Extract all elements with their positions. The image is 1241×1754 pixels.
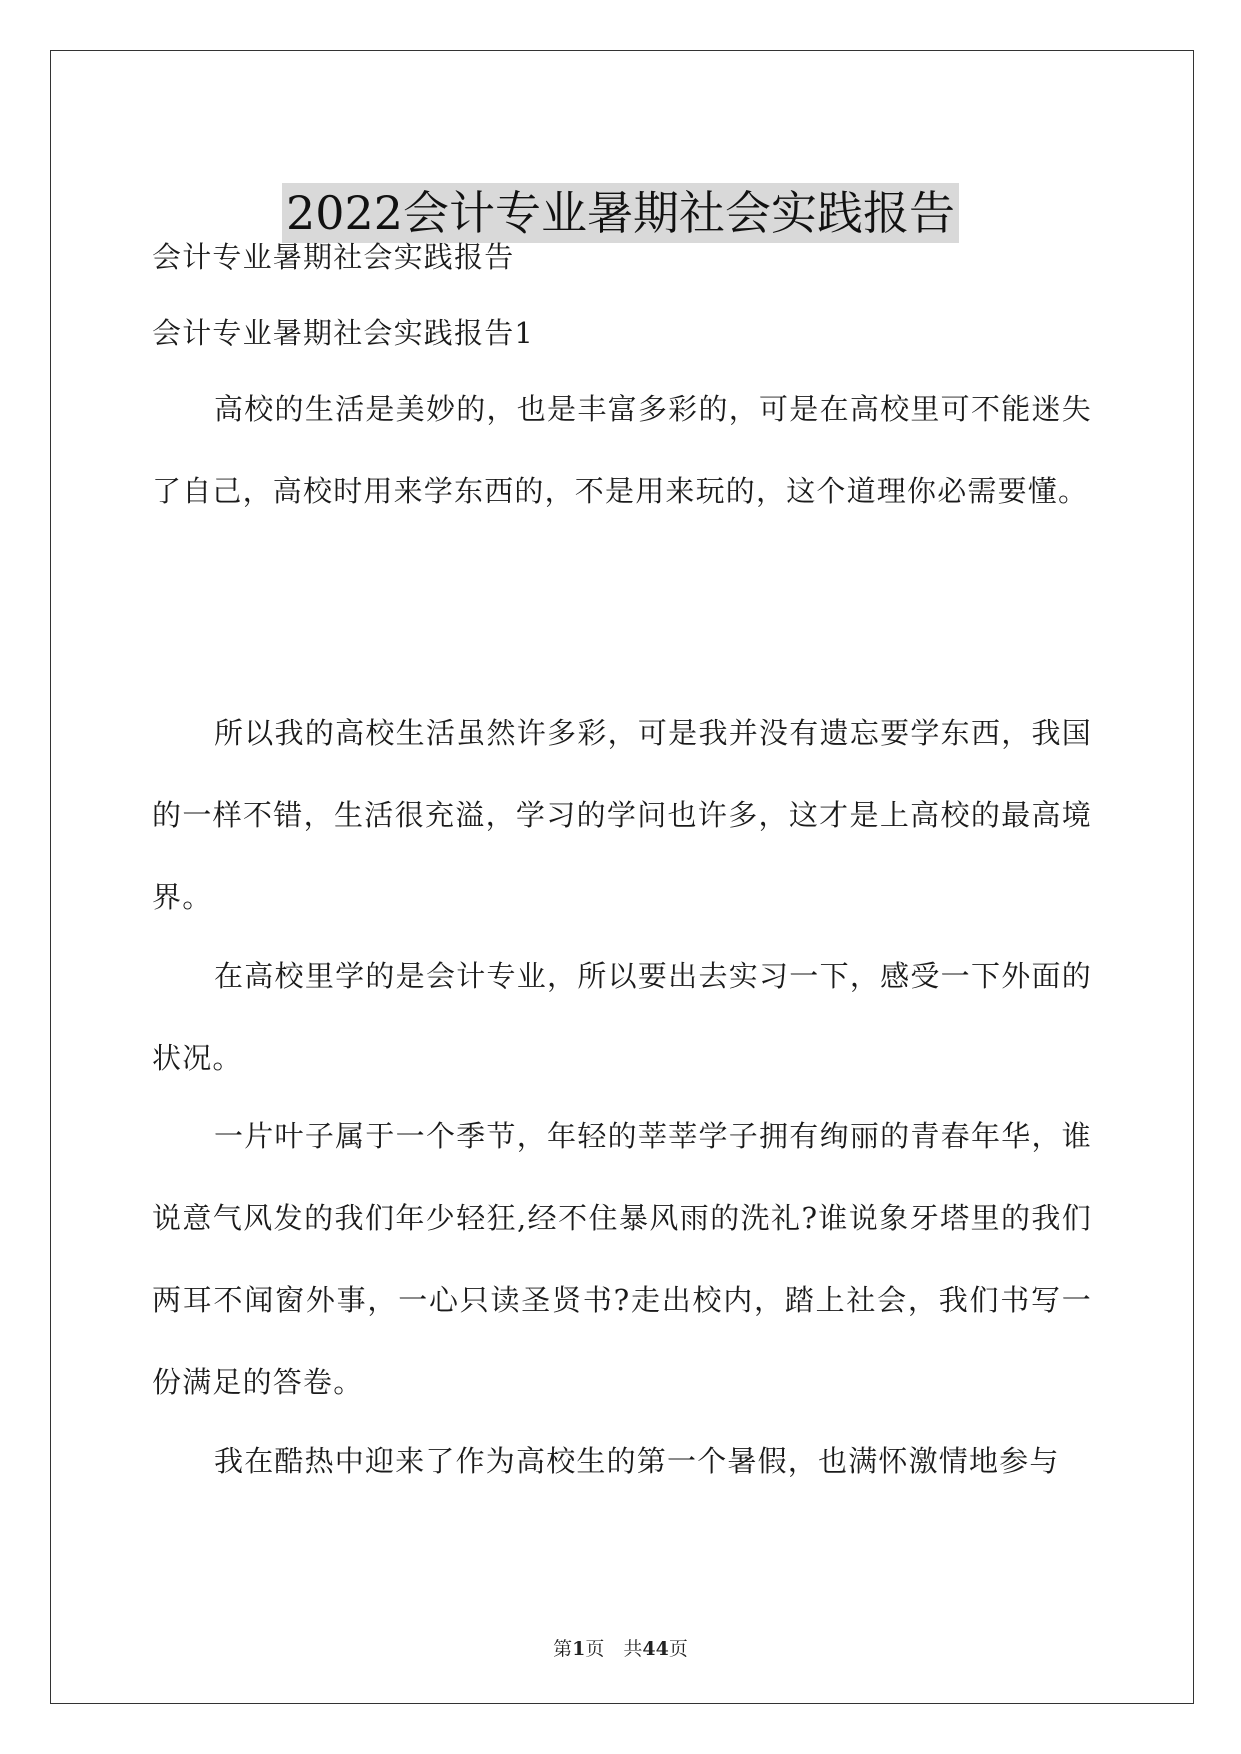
paragraph-2: 所以我的高校生活虽然许多彩，可是我并没有遗忘要学东西，我国的一样不错，生活很充溢，学习的学问也许多，这才是上高校的最高境界。	[152, 716, 1092, 914]
paragraph-1: 高校的生活是美妙的，也是丰富多彩的，可是在高校里可不能迷失了自己，高校时用来学东西的，不是用来玩的，这个道理你必需要懂。	[152, 392, 1092, 508]
footer-suffix: 页	[668, 1638, 688, 1660]
footer-page-number: 1	[572, 1638, 586, 1660]
page-footer	[0, 1634, 1241, 1661]
paragraph-3: 在高校里学的是会计专业，所以要出去实习一下，感受一下外面的状况。	[152, 959, 1092, 1075]
footer-mid: 页 共	[585, 1638, 643, 1660]
paragraph-4: 一片叶子属于一个季节，年轻的莘莘学子拥有绚丽的青春年华，谁说意气风发的我们年少轻狂,经不住暴风雨的洗礼?谁说象牙塔里的我们两耳不闻窗外事，一心只读圣贤书?走出校内，踏上社会，我们书写一份满足的答卷。	[152, 1119, 1092, 1399]
footer-total-pages: 44	[642, 1638, 669, 1660]
paragraph-5: 我在酷热中迎来了作为高校生的第一个暑假，也满怀激情地参与	[214, 1444, 1060, 1478]
section-heading: 会计专业暑期社会实践报告1	[152, 316, 535, 350]
subtitle: 会计专业暑期社会实践报告	[152, 240, 515, 274]
document-title: 2022会计专业暑期社会实践报告	[282, 183, 959, 243]
footer-prefix: 第	[553, 1638, 573, 1660]
